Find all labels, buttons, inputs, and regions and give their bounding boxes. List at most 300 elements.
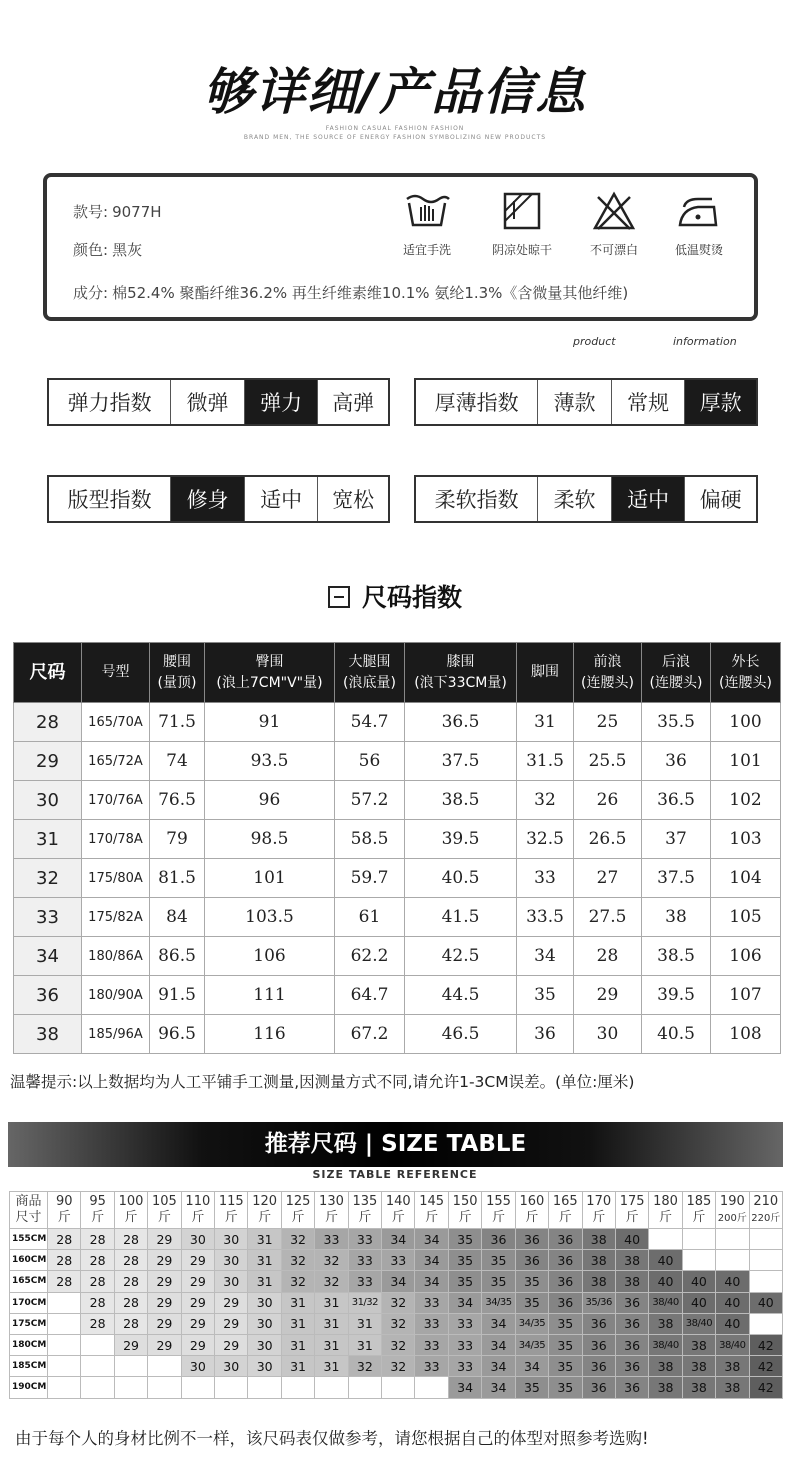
size-cell: 40 xyxy=(716,1292,749,1313)
height-label: 180CM xyxy=(10,1334,48,1355)
index-option: 薄款 xyxy=(537,380,611,424)
size-cell: 38 xyxy=(582,1250,615,1271)
size-cell: 38/40 xyxy=(649,1334,682,1355)
table-cell: 36 xyxy=(642,742,711,781)
size-cell: 40 xyxy=(649,1250,682,1271)
table-cell: 33.5 xyxy=(517,898,574,937)
size-cell: 28 xyxy=(48,1271,81,1292)
size-cell: 35 xyxy=(448,1229,481,1250)
size-cell xyxy=(415,1377,448,1398)
size-cell xyxy=(348,1377,381,1398)
weight-header-cell xyxy=(382,1192,415,1229)
table-cell: 56 xyxy=(335,742,405,781)
size-cell: 42 xyxy=(749,1356,782,1377)
size-cell: 32 xyxy=(281,1250,314,1271)
weight-value: 150 xyxy=(452,1194,478,1210)
table-cell: 26 xyxy=(574,781,642,820)
size-cell: 35 xyxy=(515,1292,548,1313)
size-cell: 38 xyxy=(615,1250,648,1271)
table-cell: 103.5 xyxy=(205,898,335,937)
size-cell xyxy=(215,1377,248,1398)
index-option-selected: 修身 xyxy=(170,477,244,521)
elasticity-index xyxy=(47,378,390,426)
size-cell xyxy=(716,1250,749,1271)
size-cell: 29 xyxy=(181,1292,214,1313)
size-cell xyxy=(48,1292,81,1313)
size-cell: 34 xyxy=(482,1377,515,1398)
table-cell: 31.5 xyxy=(517,742,574,781)
size-cell: 33 xyxy=(348,1271,381,1292)
thickness-index xyxy=(414,378,758,426)
header-title: 前浪 xyxy=(593,653,622,670)
weight-header-cell xyxy=(549,1192,582,1229)
size-cell: 33 xyxy=(448,1313,481,1334)
index-option: 微弹 xyxy=(170,380,244,424)
table-cell: 76.5 xyxy=(150,781,205,820)
size-cell: 29 xyxy=(181,1271,214,1292)
size-cell: 33 xyxy=(348,1250,381,1271)
size-cell: 34 xyxy=(448,1292,481,1313)
size-cell xyxy=(48,1334,81,1355)
size-cell: 36 xyxy=(582,1377,615,1398)
table-cell: 44.5 xyxy=(405,976,517,1015)
table-cell: 101 xyxy=(711,742,781,781)
size-index-heading: 尺码指数 xyxy=(0,578,790,614)
size-cell xyxy=(716,1229,749,1250)
size-cell: 28 xyxy=(81,1313,114,1334)
size-cell: 35 xyxy=(549,1356,582,1377)
size-table-body xyxy=(14,703,781,1054)
table-cell: 31 xyxy=(14,820,82,859)
size-cell: 33 xyxy=(415,1356,448,1377)
size-cell: 34 xyxy=(382,1229,415,1250)
table-cell: 31 xyxy=(517,703,574,742)
weight-unit: 斤 xyxy=(57,1210,71,1225)
height-label: 160CM xyxy=(10,1250,48,1271)
weight-value: 90 xyxy=(55,1194,73,1210)
size-cell xyxy=(114,1377,147,1398)
footer-note: 由于每个人的身材比例不一样，该尺码表仅做参考，请您根据自己的体型对照参考选购! xyxy=(15,1429,649,1448)
table-cell: 61 xyxy=(335,898,405,937)
header-title: 大腿围 xyxy=(348,653,391,670)
weight-header-cell xyxy=(81,1192,114,1229)
size-cell xyxy=(749,1271,782,1292)
weight-header-cell xyxy=(348,1192,381,1229)
size-cell: 29 xyxy=(148,1334,181,1355)
size-cell: 38/40 xyxy=(649,1292,682,1313)
size-cell: 31 xyxy=(248,1271,281,1292)
size-cell: 38 xyxy=(649,1377,682,1398)
size-cell: 32 xyxy=(382,1313,415,1334)
weight-value: 140 xyxy=(385,1194,411,1210)
corner-cell xyxy=(10,1192,48,1229)
header-title: 膝围 xyxy=(446,653,475,670)
size-cell: 31 xyxy=(315,1313,348,1334)
table-cell: 100 xyxy=(711,703,781,742)
height-label: 155CM xyxy=(10,1229,48,1250)
size-header-cell xyxy=(574,643,642,703)
size-cell: 36 xyxy=(615,1377,648,1398)
table-row xyxy=(14,781,781,820)
table-row xyxy=(10,1292,783,1313)
table-cell: 93.5 xyxy=(205,742,335,781)
size-cell: 31 xyxy=(281,1334,314,1355)
weight-unit: 220斤 xyxy=(751,1213,781,1224)
index-option: 适中 xyxy=(244,477,318,521)
table-cell: 105 xyxy=(711,898,781,937)
weight-unit: 斤 xyxy=(458,1210,472,1225)
table-cell: 29 xyxy=(14,742,82,781)
table-cell: 103 xyxy=(711,820,781,859)
size-header-cell xyxy=(517,643,574,703)
care-shade-dry: 阴凉处晾干 xyxy=(477,191,567,258)
table-cell: 54.7 xyxy=(335,703,405,742)
weight-header-row xyxy=(10,1192,783,1229)
table-cell: 32 xyxy=(517,781,574,820)
index-option: 常规 xyxy=(611,380,685,424)
weight-header-cell xyxy=(649,1192,682,1229)
size-cell: 32 xyxy=(382,1356,415,1377)
table-cell: 28 xyxy=(574,937,642,976)
table-cell: 34 xyxy=(517,937,574,976)
weight-value: 175 xyxy=(619,1194,645,1210)
size-cell xyxy=(281,1377,314,1398)
weight-value: 115 xyxy=(218,1194,244,1210)
header-subtitle: (浪上7CM"V"量) xyxy=(216,674,323,691)
size-cell: 38/40 xyxy=(682,1313,715,1334)
weight-value: 155 xyxy=(486,1194,511,1210)
size-cell: 28 xyxy=(81,1229,114,1250)
size-header-cell xyxy=(711,643,781,703)
size-table-header xyxy=(14,643,781,703)
header-subtitle: (浪底量) xyxy=(343,674,396,691)
english-tagline-2: BRAND MEN, THE SOURCE OF ENERGY FASHION SYMBOLIZING NEW PRODUCTS xyxy=(243,134,547,141)
size-cell xyxy=(114,1356,147,1377)
size-cell xyxy=(48,1313,81,1334)
minus-box-icon xyxy=(328,586,350,608)
size-cell: 28 xyxy=(114,1313,147,1334)
size-cell xyxy=(649,1229,682,1250)
shade-dry-icon xyxy=(502,191,542,231)
table-cell: 39.5 xyxy=(642,976,711,1015)
size-header-cell xyxy=(642,643,711,703)
table-cell: 67.2 xyxy=(335,1015,405,1054)
size-cell: 32 xyxy=(382,1334,415,1355)
size-cell: 34 xyxy=(448,1377,481,1398)
weight-value: 145 xyxy=(419,1194,445,1210)
weight-unit: 斤 xyxy=(157,1210,171,1225)
header-title: 臀围 xyxy=(255,653,284,670)
information-label: information xyxy=(673,335,737,348)
size-cell: 31 xyxy=(348,1313,381,1334)
size-cell xyxy=(749,1229,782,1250)
table-cell: 25.5 xyxy=(574,742,642,781)
size-cell: 38 xyxy=(582,1229,615,1250)
table-row xyxy=(10,1377,783,1398)
size-cell: 30 xyxy=(248,1334,281,1355)
size-cell: 36 xyxy=(549,1292,582,1313)
size-cell xyxy=(682,1250,715,1271)
size-cell: 35 xyxy=(549,1377,582,1398)
weight-unit: 斤 xyxy=(558,1210,572,1225)
weight-unit: 斤 xyxy=(525,1210,539,1225)
weight-header-cell xyxy=(749,1192,782,1229)
table-cell: 40.5 xyxy=(642,1015,711,1054)
size-cell: 35 xyxy=(515,1271,548,1292)
header-title: 号型 xyxy=(101,664,130,680)
table-cell: 32.5 xyxy=(517,820,574,859)
table-cell: 180/86A xyxy=(82,937,150,976)
table-cell: 30 xyxy=(14,781,82,820)
size-cell: 30 xyxy=(248,1292,281,1313)
size-cell xyxy=(81,1356,114,1377)
size-cell: 31 xyxy=(348,1334,381,1355)
header-subtitle: (连腰头) xyxy=(719,674,772,691)
size-cell: 36 xyxy=(615,1313,648,1334)
index-option-selected: 弹力 xyxy=(244,380,318,424)
size-cell xyxy=(749,1313,782,1334)
table-cell: 81.5 xyxy=(150,859,205,898)
table-cell: 32 xyxy=(14,859,82,898)
size-cell: 38 xyxy=(682,1377,715,1398)
weight-header-cell xyxy=(682,1192,715,1229)
table-cell: 107 xyxy=(711,976,781,1015)
size-cell: 38 xyxy=(615,1271,648,1292)
table-cell: 36.5 xyxy=(642,781,711,820)
size-cell xyxy=(81,1334,114,1355)
size-cell xyxy=(48,1377,81,1398)
table-row xyxy=(14,898,781,937)
size-cell: 30 xyxy=(215,1356,248,1377)
table-row xyxy=(14,937,781,976)
table-cell: 36 xyxy=(14,976,82,1015)
table-cell: 40.5 xyxy=(405,859,517,898)
size-header-cell xyxy=(335,643,405,703)
size-cell: 40 xyxy=(716,1271,749,1292)
measurement-note: 温馨提示:以上数据均为人工平铺手工测量,因测量方式不同,请允许1-3CM误差。(单位:厘米) xyxy=(10,1073,635,1091)
table-cell: 111 xyxy=(205,976,335,1015)
product-label: product xyxy=(573,335,616,348)
size-cell: 29 xyxy=(148,1229,181,1250)
english-tagline-1: FASHION CASUAL FASHION FASHION xyxy=(325,125,465,132)
size-cell xyxy=(148,1377,181,1398)
size-cell: 32 xyxy=(281,1271,314,1292)
weight-unit: 斤 xyxy=(592,1210,606,1225)
style-number: 款号: 9077H xyxy=(73,203,162,221)
size-cell xyxy=(181,1377,214,1398)
weight-value: 185 xyxy=(686,1194,712,1210)
size-cell: 36 xyxy=(582,1334,615,1355)
index-option: 偏硬 xyxy=(684,477,756,521)
weight-unit: 斤 xyxy=(224,1210,238,1225)
table-cell: 102 xyxy=(711,781,781,820)
table-cell: 84 xyxy=(150,898,205,937)
weight-header-cell xyxy=(582,1192,615,1229)
size-cell: 36 xyxy=(615,1292,648,1313)
table-cell: 74 xyxy=(150,742,205,781)
recommended-size-table xyxy=(9,1191,783,1399)
table-cell: 58.5 xyxy=(335,820,405,859)
size-cell xyxy=(382,1377,415,1398)
hand-wash-icon xyxy=(403,191,451,231)
weight-header-cell xyxy=(615,1192,648,1229)
index-option: 高弹 xyxy=(317,380,388,424)
table-cell: 42.5 xyxy=(405,937,517,976)
weight-value: 165 xyxy=(552,1194,578,1210)
size-cell: 31 xyxy=(281,1356,314,1377)
no-bleach-icon xyxy=(592,191,636,231)
size-cell: 28 xyxy=(81,1271,114,1292)
size-cell: 30 xyxy=(248,1356,281,1377)
size-cell: 38 xyxy=(649,1313,682,1334)
table-cell: 25 xyxy=(574,703,642,742)
size-header-cell xyxy=(82,643,150,703)
size-cell xyxy=(81,1377,114,1398)
table-cell: 39.5 xyxy=(405,820,517,859)
table-cell: 104 xyxy=(711,859,781,898)
table-cell: 185/96A xyxy=(82,1015,150,1054)
table-cell: 38.5 xyxy=(405,781,517,820)
size-cell xyxy=(749,1250,782,1271)
table-cell: 175/80A xyxy=(82,859,150,898)
size-cell: 28 xyxy=(81,1250,114,1271)
table-cell: 71.5 xyxy=(150,703,205,742)
table-cell: 26.5 xyxy=(574,820,642,859)
table-row xyxy=(10,1271,783,1292)
size-cell: 28 xyxy=(48,1250,81,1271)
size-cell xyxy=(248,1377,281,1398)
table-cell: 165/70A xyxy=(82,703,150,742)
table-row xyxy=(10,1356,783,1377)
size-header-cell xyxy=(14,643,82,703)
corner-label: 尺寸 xyxy=(15,1210,42,1225)
weight-value: 210 xyxy=(753,1194,779,1210)
weight-header-cell xyxy=(148,1192,181,1229)
table-cell: 165/72A xyxy=(82,742,150,781)
weight-header-cell xyxy=(415,1192,448,1229)
table-cell: 38 xyxy=(642,898,711,937)
table-cell: 98.5 xyxy=(205,820,335,859)
size-cell: 34 xyxy=(482,1334,515,1355)
color-info: 颜色: 黑灰 xyxy=(73,241,143,259)
index-label: 厚薄指数 xyxy=(434,391,519,415)
header-subtitle: (量顶) xyxy=(157,674,197,691)
table-cell: 29 xyxy=(574,976,642,1015)
size-cell: 29 xyxy=(215,1313,248,1334)
table-cell: 46.5 xyxy=(405,1015,517,1054)
size-cell: 33 xyxy=(415,1313,448,1334)
table-cell: 33 xyxy=(517,859,574,898)
size-cell: 36 xyxy=(482,1229,515,1250)
weight-unit: 斤 xyxy=(191,1210,205,1225)
header-title: 外长 xyxy=(731,653,760,670)
size-cell: 29 xyxy=(148,1292,181,1313)
table-row xyxy=(10,1229,783,1250)
table-cell: 38 xyxy=(14,1015,82,1054)
size-cell: 34/35 xyxy=(515,1334,548,1355)
table-row xyxy=(10,1313,783,1334)
size-cell: 35 xyxy=(515,1377,548,1398)
size-cell: 31/32 xyxy=(348,1292,381,1313)
table-cell: 106 xyxy=(711,937,781,976)
size-cell: 35 xyxy=(549,1313,582,1334)
size-cell: 29 xyxy=(181,1334,214,1355)
size-cell: 40 xyxy=(682,1292,715,1313)
index-label: 柔软指数 xyxy=(434,488,519,512)
size-cell: 38 xyxy=(582,1271,615,1292)
weight-header-cell xyxy=(482,1192,515,1229)
size-cell: 40 xyxy=(682,1271,715,1292)
index-label: 弹力指数 xyxy=(67,391,152,415)
size-cell: 38 xyxy=(716,1356,749,1377)
weight-unit: 斤 xyxy=(258,1210,272,1225)
size-cell: 36 xyxy=(549,1229,582,1250)
size-cell: 34 xyxy=(415,1250,448,1271)
table-row xyxy=(10,1250,783,1271)
size-cell: 29 xyxy=(148,1250,181,1271)
size-table-reference-label: SIZE TABLE REFERENCE xyxy=(312,1168,478,1181)
size-cell: 33 xyxy=(382,1250,415,1271)
corner-label: 商品 xyxy=(15,1194,42,1210)
weight-header-cell xyxy=(181,1192,214,1229)
weight-value: 135 xyxy=(352,1194,378,1210)
weight-header-cell xyxy=(716,1192,749,1229)
table-cell: 27 xyxy=(574,859,642,898)
table-row xyxy=(14,976,781,1015)
table-cell: 101 xyxy=(205,859,335,898)
table-row xyxy=(14,742,781,781)
size-cell: 29 xyxy=(148,1313,181,1334)
height-label: 165CM xyxy=(10,1271,48,1292)
table-cell: 35 xyxy=(517,976,574,1015)
table-cell: 116 xyxy=(205,1015,335,1054)
size-cell xyxy=(48,1356,81,1377)
size-cell xyxy=(315,1377,348,1398)
table-row xyxy=(14,859,781,898)
size-cell xyxy=(148,1356,181,1377)
table-cell: 62.2 xyxy=(335,937,405,976)
table-cell: 106 xyxy=(205,937,335,976)
weight-value: 180 xyxy=(653,1194,678,1210)
size-cell: 32 xyxy=(315,1250,348,1271)
size-cell: 28 xyxy=(114,1271,147,1292)
low-iron-icon xyxy=(676,191,722,231)
size-cell: 31 xyxy=(281,1313,314,1334)
table-cell: 30 xyxy=(574,1015,642,1054)
size-cell: 28 xyxy=(48,1229,81,1250)
size-cell: 33 xyxy=(315,1229,348,1250)
page-title: 够详细/产品信息 xyxy=(202,63,588,121)
size-cell: 40 xyxy=(615,1229,648,1250)
weight-unit: 斤 xyxy=(291,1210,305,1225)
header-title: 后浪 xyxy=(662,653,690,670)
table-cell: 96.5 xyxy=(150,1015,205,1054)
care-no-bleach: 不可漂白 xyxy=(569,191,659,258)
table-cell: 59.7 xyxy=(335,859,405,898)
weight-header-cell xyxy=(48,1192,81,1229)
header-subtitle: (连腰头) xyxy=(581,674,634,691)
index-option-selected: 适中 xyxy=(611,477,685,521)
height-label: 185CM xyxy=(10,1356,48,1377)
size-cell xyxy=(682,1229,715,1250)
table-cell: 108 xyxy=(711,1015,781,1054)
size-cell: 36 xyxy=(515,1229,548,1250)
table-row xyxy=(14,820,781,859)
height-label: 170CM xyxy=(10,1292,48,1313)
size-header-cell xyxy=(150,643,205,703)
table-cell: 28 xyxy=(14,703,82,742)
size-cell: 29 xyxy=(215,1334,248,1355)
